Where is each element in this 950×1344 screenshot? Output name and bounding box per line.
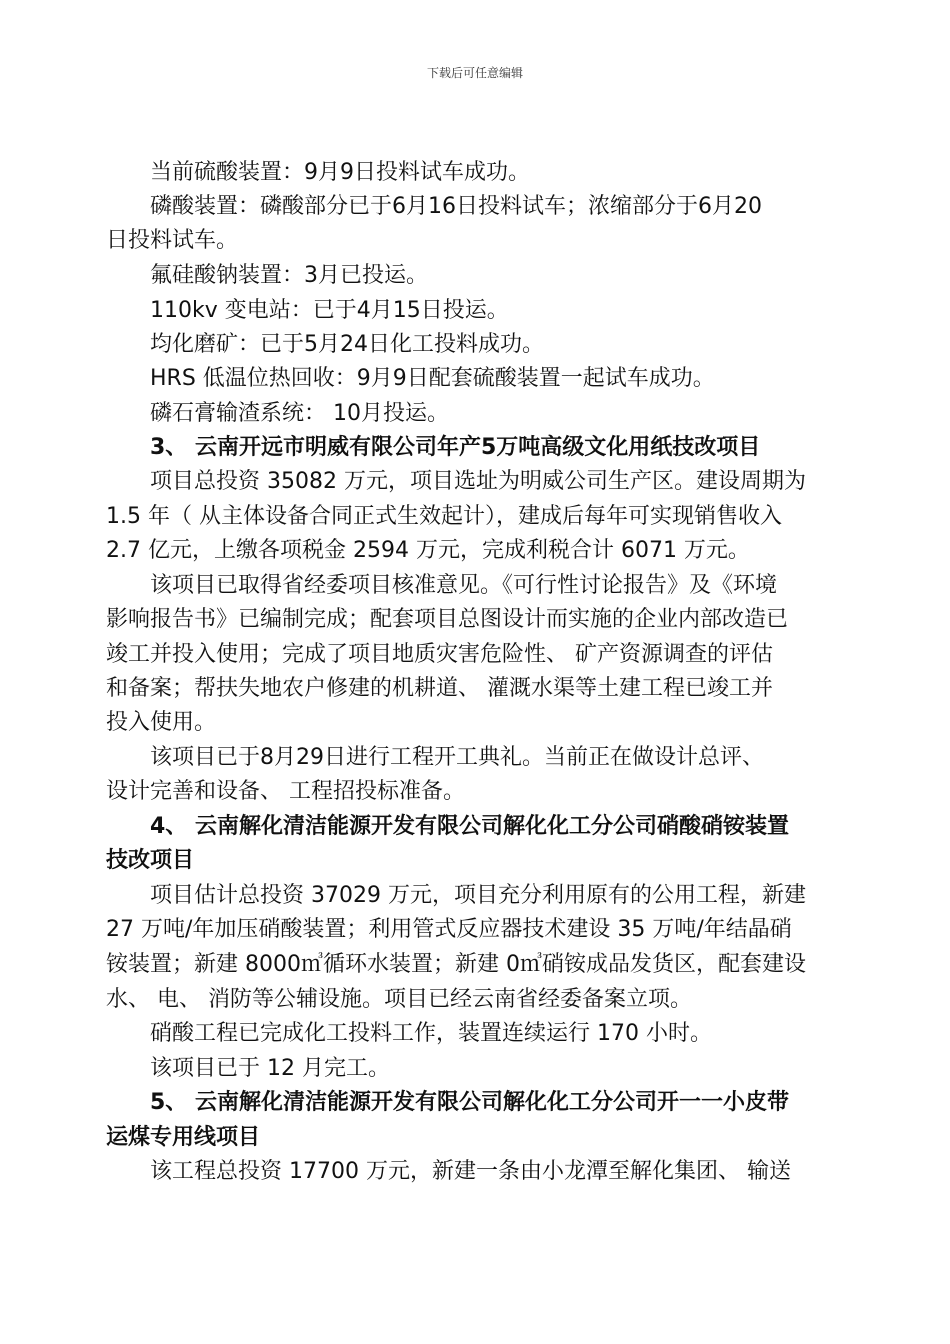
text-line: 投入使用。 xyxy=(106,710,217,735)
text-line: 设计完善和设备、 工程招投标准备。 xyxy=(106,779,465,804)
text-line: 竣工并投入使用；完成了项目地质灾害危险性、 矿产资源调查的评估 xyxy=(106,642,773,667)
text-line: 该项目已于 12 月完工。 xyxy=(150,1056,390,1081)
text-line: 2.7 亿元，上缴各项税金 2594 万元，完成利税合计 6071 万元。 xyxy=(106,538,750,563)
text-line: 110kv 变电站：已于4月15日投运。 xyxy=(150,298,509,323)
section-heading: 运煤专用线项目 xyxy=(106,1125,261,1150)
text-line: 项目总投资 35082 万元，项目选址为明威公司生产区。建设周期为 xyxy=(150,469,806,494)
section-heading: 技改项目 xyxy=(106,848,195,873)
text-line: 氟硅酸钠装置：3月已投运。 xyxy=(150,263,428,288)
section-heading: 3、 云南开远市明威有限公司年产5万吨高级文化用纸技改项目 xyxy=(150,435,761,460)
text-line: 铵装置；新建 8000㎥循环水装置；新建 0㎥硝铵成品发货区，配套建设 xyxy=(106,952,806,977)
text-line: 该工程总投资 17700 万元，新建一条由小龙潭至解化集团、 输送 xyxy=(150,1159,791,1184)
text-line: 当前硫酸装置：9月9日投料试车成功。 xyxy=(150,160,530,185)
text-line: 均化磨矿：已于5月24日化工投料成功。 xyxy=(150,332,544,357)
section-heading: 5、 云南解化清洁能源开发有限公司解化化工分公司开一一小皮带 xyxy=(150,1090,789,1115)
text-line: 项目估计总投资 37029 万元，项目充分利用原有的公用工程，新建 xyxy=(150,883,806,908)
text-line: 影响报告书》已编制完成；配套项目总图设计而实施的企业内部改造已 xyxy=(106,607,789,632)
page-header: 下载后可任意编辑 xyxy=(426,66,523,80)
text-line: 1.5 年（ 从主体设备合同正式生效起计），建成后每年可实现销售收入 xyxy=(106,504,782,529)
text-line: 27 万吨/年加压硝酸装置；利用管式反应器技术建设 35 万吨/年结晶硝 xyxy=(106,917,792,942)
text-line: 和备案；帮扶失地农户修建的机耕道、 灌溉水渠等土建工程已竣工并 xyxy=(106,676,773,701)
text-line: 水、 电、 消防等公辅设施。项目已经云南省经委备案立项。 xyxy=(106,987,692,1012)
text-line: 该项目已取得省经委项目核准意见。《可行性讨论报告》及《环境 xyxy=(150,573,778,598)
text-line: 磷酸装置：磷酸部分已于6月16日投料试车；浓缩部分于6月20 xyxy=(150,194,762,219)
text-line: HRS 低温位热回收：9月9日配套硫酸装置一起试车成功。 xyxy=(150,366,715,391)
text-line: 硝酸工程已完成化工投料工作，装置连续运行 170 小时。 xyxy=(150,1021,712,1046)
text-line: 该项目已于8月29日进行工程开工典礼。当前正在做设计总评、 xyxy=(150,745,764,770)
text-line: 磷石膏输渣系统： 10月投运。 xyxy=(150,401,449,426)
section-heading: 4、 云南解化清洁能源开发有限公司解化化工分公司硝酸硝铵装置 xyxy=(150,814,789,839)
text-line: 日投料试车。 xyxy=(106,228,239,253)
